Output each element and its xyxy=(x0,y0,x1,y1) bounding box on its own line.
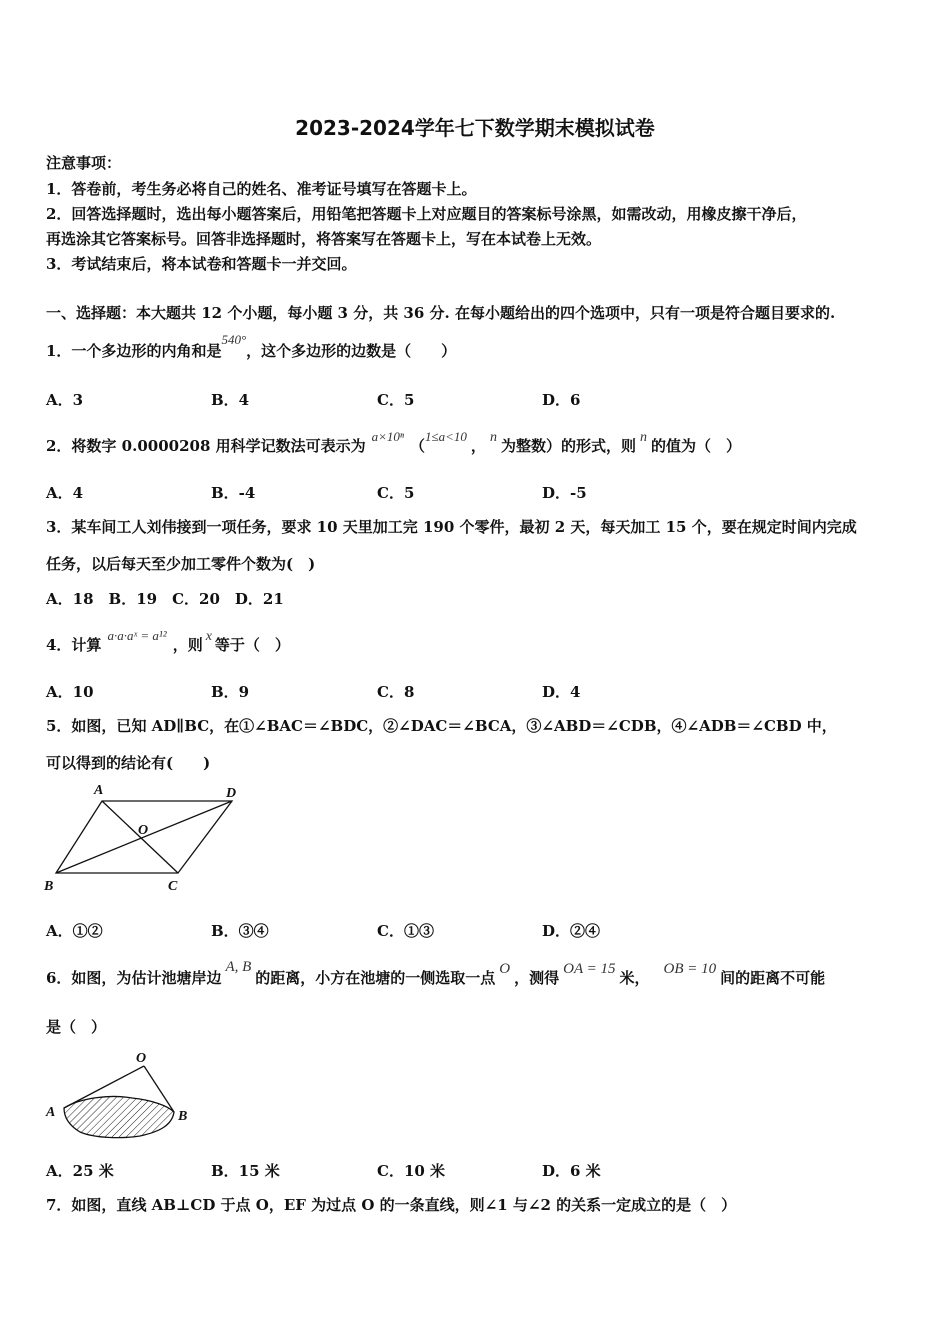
question-4 xyxy=(46,628,290,655)
q1-text-b: ，这个多边形的边数是（ ） xyxy=(246,342,457,360)
question-6-line-2: 是（ ） xyxy=(46,1018,107,1036)
q6-option-d[interactable]: D．6 米 xyxy=(542,1162,601,1180)
q1-option-d[interactable]: D．6 xyxy=(542,391,581,409)
q4-text-c: 等于（ ） xyxy=(214,636,290,654)
q2-text-a: 2．将数字 0.0000208 用科学记数法可表示为 xyxy=(46,437,366,455)
q4-option-b[interactable]: B．9 xyxy=(211,683,250,701)
q4-math-2: x xyxy=(205,629,212,644)
q6-text-a: 6．如图，为估计池塘岸边 xyxy=(46,969,222,987)
pond-figure xyxy=(40,1046,200,1146)
parallelogram-figure xyxy=(40,778,250,898)
figure-label-d: D xyxy=(226,786,237,801)
q2-option-a[interactable]: A．4 xyxy=(46,484,84,502)
q6-math-3: OA = 15 xyxy=(563,961,616,977)
q2-math-4: n xyxy=(639,430,647,445)
q2-math-1: a×10ⁿ xyxy=(371,429,404,444)
question-3-line-2: 任务，以后每天至少加工零件个数为( ) xyxy=(46,555,316,573)
q3-options[interactable]: A．18 B．19 C．20 D．21 xyxy=(46,590,284,608)
question-7: 7．如图，直线 AB⊥CD 于点 O，EF 为过点 O 的一条直线，则∠1 与∠2 的关系一定成立的是（ ） xyxy=(46,1196,737,1214)
q6-option-a[interactable]: A．25 米 xyxy=(46,1162,114,1180)
q6-math-1: A, B xyxy=(225,959,252,975)
q1-option-b[interactable]: B．4 xyxy=(211,391,250,409)
q2-paren: （ xyxy=(409,437,425,455)
q6-text-d: 米， xyxy=(619,969,650,987)
q4-text-b: ，则 xyxy=(172,636,203,654)
q2-math-2: 1≤a<10 xyxy=(425,429,467,444)
q5-option-a[interactable]: A．①② xyxy=(46,922,103,940)
q1-option-c[interactable]: C．5 xyxy=(377,391,415,409)
q6-text-b: 的距离，小方在池塘的一侧选取一点 xyxy=(255,969,496,987)
q2-math-3: n xyxy=(489,430,497,445)
q4-option-c[interactable]: C．8 xyxy=(377,683,415,701)
page-title: 2023-2024学年七下数学期末模拟试卷 xyxy=(295,116,655,140)
figure-label-o: O xyxy=(138,823,149,838)
section-1-heading: 一、选择题：本大题共 12 个小题，每小题 3 分，共 36 分. 在每小题给出的四个选项中，只有一项是符合题目要求的. xyxy=(46,304,836,322)
q6-text-e: 间的距离不可能 xyxy=(720,969,826,987)
note-1: 1．答卷前，考生务必将自己的姓名、准考证号填写在答题卡上。 xyxy=(46,180,477,198)
question-5-line-2: 可以得到的结论有( ) xyxy=(46,754,211,772)
q6-option-b[interactable]: B．15 米 xyxy=(211,1162,280,1180)
q2-text-b: 为整数）的形式，则 xyxy=(500,437,636,455)
q5-option-c[interactable]: C．①③ xyxy=(377,922,434,940)
note-3: 3．考试结束后，将本试卷和答题卡一并交回。 xyxy=(46,255,357,273)
question-5-line-1: 5．如图，已知 AD∥BC，在①∠BAC＝∠BDC，②∠DAC＝∠BCA，③∠ABD＝∠CDB，④∠ADB＝∠CBD 中， xyxy=(46,717,837,735)
question-2 xyxy=(46,429,741,456)
q4-math-1: a·a·aˣ = a¹² xyxy=(107,628,167,643)
q4-option-d[interactable]: D．4 xyxy=(542,683,581,701)
q5-option-b[interactable]: B．③④ xyxy=(211,922,269,940)
pond-label-b: B xyxy=(178,1109,188,1124)
q2-option-d[interactable]: D．-5 xyxy=(542,484,587,502)
q1-option-a[interactable]: A．3 xyxy=(46,391,84,409)
q2-option-c[interactable]: C．5 xyxy=(377,484,415,502)
pond-label-a: A xyxy=(46,1105,56,1120)
q1-text-a: 1．一个多边形的内角和是 xyxy=(46,342,222,360)
notes-heading: 注意事项： xyxy=(46,154,122,172)
question-6 xyxy=(46,959,826,988)
q4-option-a[interactable]: A．10 xyxy=(46,683,94,701)
q4-text-a: 4．计算 xyxy=(46,636,102,654)
q5-option-d[interactable]: D．②④ xyxy=(542,922,601,940)
q6-text-c: ，测得 xyxy=(514,969,560,987)
note-2b: 再选涂其它答案标号。回答非选择题时，将答案写在答题卡上，写在本试卷上无效。 xyxy=(46,230,602,248)
q6-option-c[interactable]: C．10 米 xyxy=(377,1162,446,1180)
figure-label-b: B xyxy=(44,879,54,894)
question-1 xyxy=(46,332,457,361)
question-3-line-1: 3．某车间工人刘伟接到一项任务，要求 10 天里加工完 190 个零件，最初 2 天，每天加工 15 个，要在规定时间内完成 xyxy=(46,518,857,536)
q2-comma: ， xyxy=(470,437,486,455)
pond-label-o: O xyxy=(136,1051,147,1066)
q6-math-2: O xyxy=(499,961,511,977)
q2-text-c: 的值为（ ） xyxy=(650,437,741,455)
note-2a: 2．回答选择题时，选出每小题答案后，用铅笔把答题卡上对应题目的答案标号涂黑，如需改动，用橡皮擦干净后， xyxy=(46,205,807,223)
q2-option-b[interactable]: B．-4 xyxy=(211,484,256,502)
figure-label-a: A xyxy=(94,783,104,798)
q6-math-4: OB = 10 xyxy=(663,961,717,977)
figure-label-c: C xyxy=(168,879,178,894)
pond-shape xyxy=(64,1096,174,1137)
q1-math: 540° xyxy=(221,332,247,347)
